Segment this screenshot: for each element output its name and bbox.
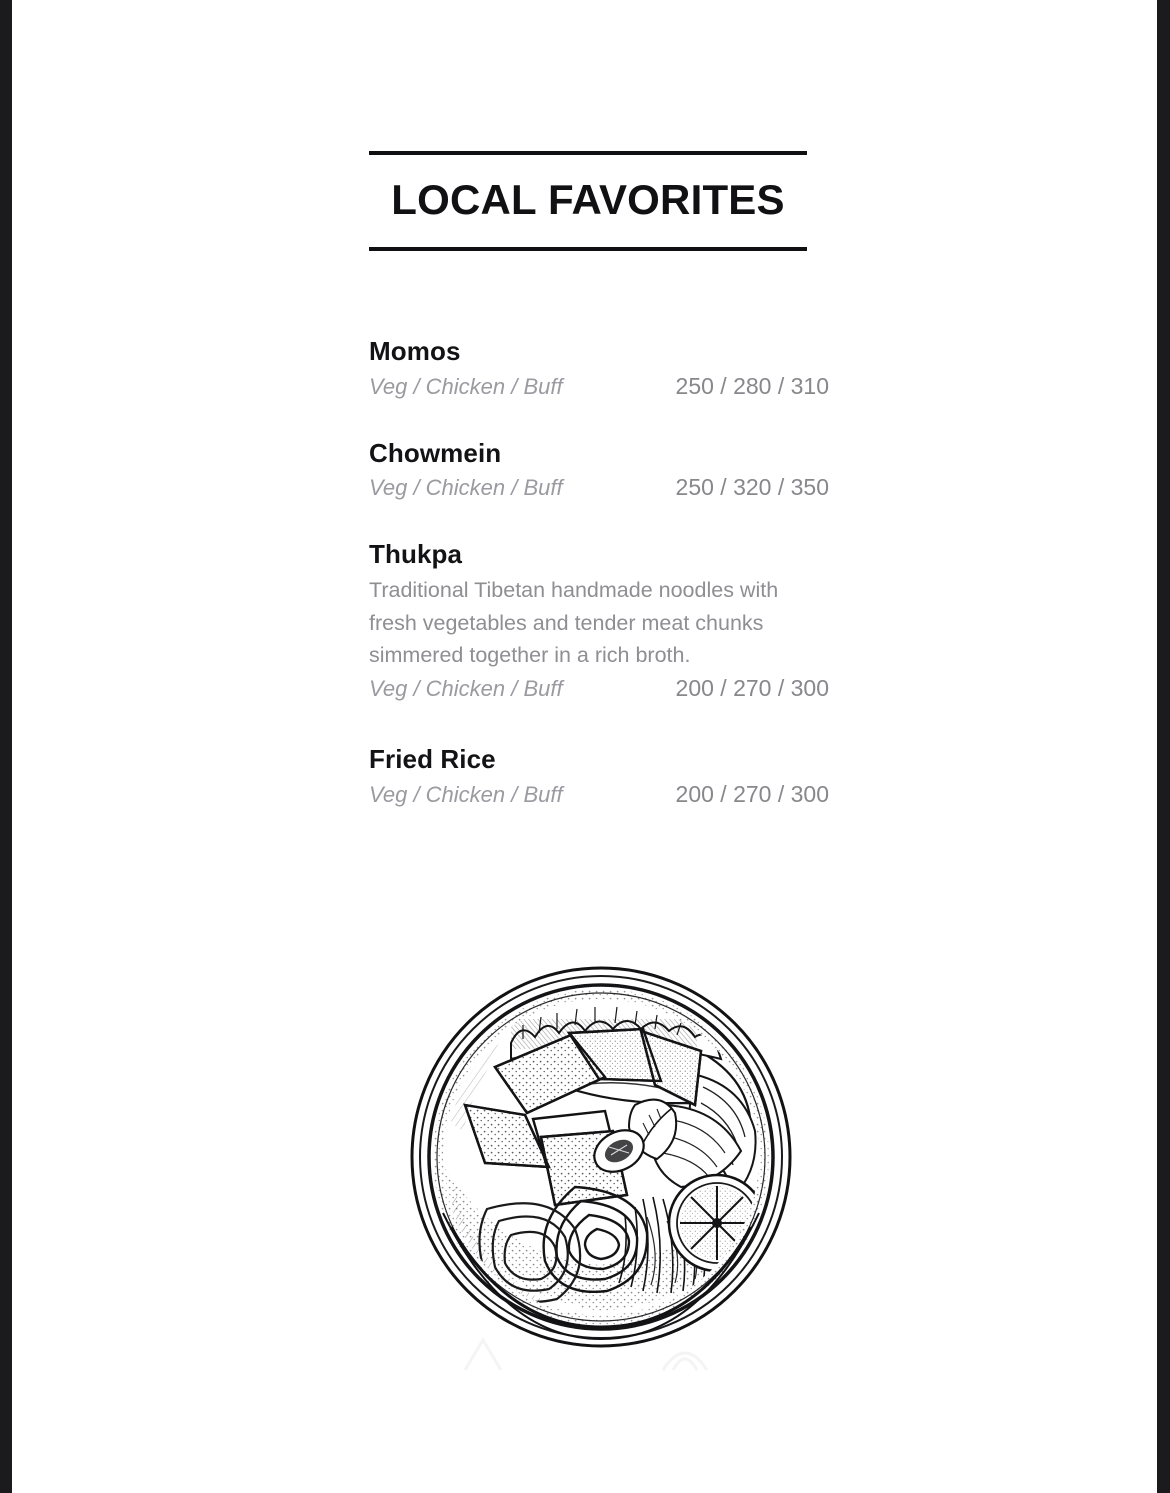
menu-item-prices: 200 / 270 / 300 [675,780,829,807]
menu-item-pricing-row [369,673,829,704]
menu-item-variants: Veg / Chicken / Buff [369,475,563,501]
menu-item-description: Traditional Tibetan handmade noodles with fresh vegetables and tender meat chunks simmered together in a rich broth. [369,578,779,668]
menu-item-pricing-row [369,779,829,810]
section-rule-bottom [369,247,807,251]
spacer [369,402,831,438]
watermark [457,1330,757,1376]
menu-item-chowmein [369,438,831,504]
page-title: LOCAL FAVORITES [391,176,785,223]
menu-list [369,336,831,810]
menu-item-name: Fried Rice [369,744,496,775]
section-header [369,151,807,251]
menu-page [12,0,1157,1493]
menu-item-pricing-row [369,472,829,503]
menu-item-pricing-row [369,371,829,402]
menu-item-name: Momos [369,336,461,366]
menu-item-momos [369,336,831,402]
menu-item-thukpa [369,539,831,704]
menu-item-prices: 250 / 280 / 310 [675,372,829,399]
menu-item-variants: Veg / Chicken / Buff [369,373,563,399]
menu-item-fried-rice [369,744,831,810]
noodle-bowl-illustration [399,955,803,1359]
menu-item-variants: Veg / Chicken / Buff [369,676,563,702]
menu-item-variants: Veg / Chicken / Buff [369,781,563,807]
menu-item-prices: 250 / 320 / 350 [675,474,829,501]
menu-item-prices: 200 / 270 / 300 [675,675,829,702]
spacer [369,704,831,744]
menu-item-name: Chowmein [369,437,502,468]
menu-item-name: Thukpa [369,539,463,570]
spacer [369,503,831,539]
